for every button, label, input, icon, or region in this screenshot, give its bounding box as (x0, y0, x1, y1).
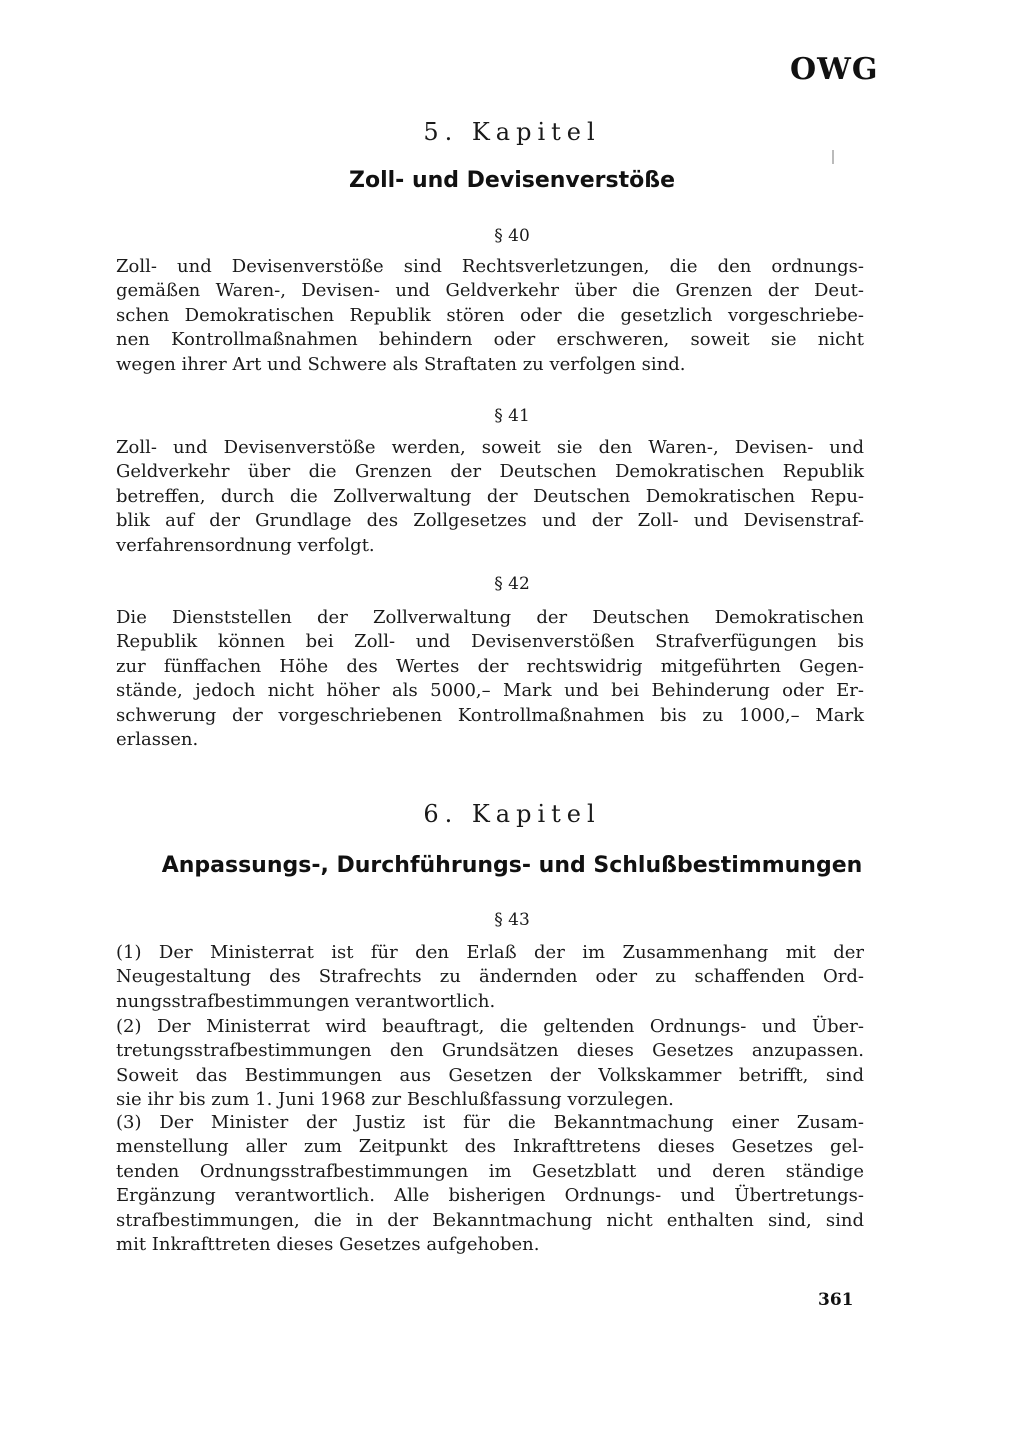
chapter-5-heading: 5. Kapitel (423, 118, 601, 146)
text-line: nungsstrafbestimmungen verantwortlich. (116, 990, 496, 1012)
section-40-number: § 40 (494, 226, 530, 246)
text-line: Republik können bei Zoll- und Devisenverstößen Strafverfügungen bis (116, 631, 864, 653)
text-line: Zoll- und Devisenverstöße werden, soweit sie den Waren-, Devisen- und (116, 437, 864, 458)
text-line: Ergänzung verantwortlich. Alle bisherigen Ordnungs- und Übertretungs- (116, 1185, 864, 1207)
text-line: Zoll- und Devisenverstöße sind Rechtsverletzungen, die den ordnungs- (116, 256, 864, 277)
text-line: schen Demokratischen Republik stören oder die gesetzlich vorgeschriebe- (116, 304, 864, 326)
text-line: blik auf der Grundlage des Zollgesetzes und der Zoll- und Devisenstraf- (116, 510, 864, 532)
chapter-6-title: Anpassungs-, Durchführungs- und Schlußbestimmungen (161, 853, 863, 878)
section-43-paragraph-2 (116, 1015, 864, 1113)
page-number: 361 (818, 1290, 854, 1310)
section-43-paragraph-3 (116, 1111, 864, 1257)
section-41-text (116, 436, 864, 558)
text-line: (2) Der Ministerrat wird beauftragt, die geltenden Ordnungs- und Über- (116, 1016, 864, 1037)
text-line: wegen ihrer Art und Schwere als Straftaten zu verfolgen sind. (116, 353, 686, 375)
text-line: nen Kontrollmaßnahmen behindern oder erschweren, soweit sie nicht (116, 329, 864, 351)
chapter-6-heading: 6. Kapitel (423, 800, 601, 828)
text-line: betreffen, durch die Zollverwaltung der Deutschen Demokratischen Repu- (116, 485, 864, 507)
running-header-mark: OWG (790, 52, 879, 87)
text-line: erlassen. (116, 729, 199, 751)
scan-speck (832, 150, 834, 164)
text-line: gemäßen Waren-, Devisen- und Geldverkehr über die Grenzen der Deut- (116, 280, 864, 302)
section-42-number: § 42 (494, 574, 530, 594)
text-line: (1) Der Ministerrat ist für den Erlaß der im Zusammenhang mit der (116, 942, 864, 963)
section-42-text (116, 606, 864, 752)
section-43-number: § 43 (494, 910, 530, 930)
text-line: (3) Der Minister der Justiz ist für die Bekanntmachung einer Zusam- (116, 1112, 864, 1133)
text-line: tretungsstrafbestimmungen den Grundsätzen dieses Gesetzes anzupassen. (116, 1040, 864, 1062)
text-line: Neugestaltung des Strafrechts zu ändernden oder zu schaffenden Ord- (116, 966, 864, 988)
text-line: schwerung der vorgeschriebenen Kontrollmaßnahmen bis zu 1000,– Mark (116, 704, 864, 726)
text-line: verfahrensordnung verfolgt. (116, 534, 375, 556)
text-line: tenden Ordnungsstrafbestimmungen im Gesetzblatt und deren ständige (116, 1160, 864, 1182)
text-line: zur fünffachen Höhe des Wertes der rechtswidrig mitgeführten Gegen- (116, 655, 864, 677)
text-line: stände, jedoch nicht höher als 5000,– Mark und bei Behinderung oder Er- (116, 680, 864, 702)
text-line: Geldverkehr über die Grenzen der Deutschen Demokratischen Republik (116, 461, 864, 483)
section-41-number: § 41 (494, 406, 530, 426)
text-line: menstellung aller zum Zeitpunkt des Inkrafttretens dieses Gesetzes gel- (116, 1136, 864, 1158)
text-line: mit Inkrafttreten dieses Gesetzes aufgehoben. (116, 1234, 540, 1256)
chapter-5-title: Zoll- und Devisenverstöße (349, 168, 675, 193)
section-40-text (116, 255, 864, 377)
section-43-paragraph-1 (116, 941, 864, 1014)
text-line: Die Dienststellen der Zollverwaltung der Deutschen Demokratischen (116, 607, 864, 628)
text-line: sie ihr bis zum 1. Juni 1968 zur Beschlußfassung vorzulegen. (116, 1089, 674, 1111)
text-line: strafbestimmungen, die in der Bekanntmachung nicht enthalten sind, sind (116, 1209, 864, 1231)
text-line: Soweit das Bestimmungen aus Gesetzen der Volkskammer betrifft, sind (116, 1064, 864, 1086)
